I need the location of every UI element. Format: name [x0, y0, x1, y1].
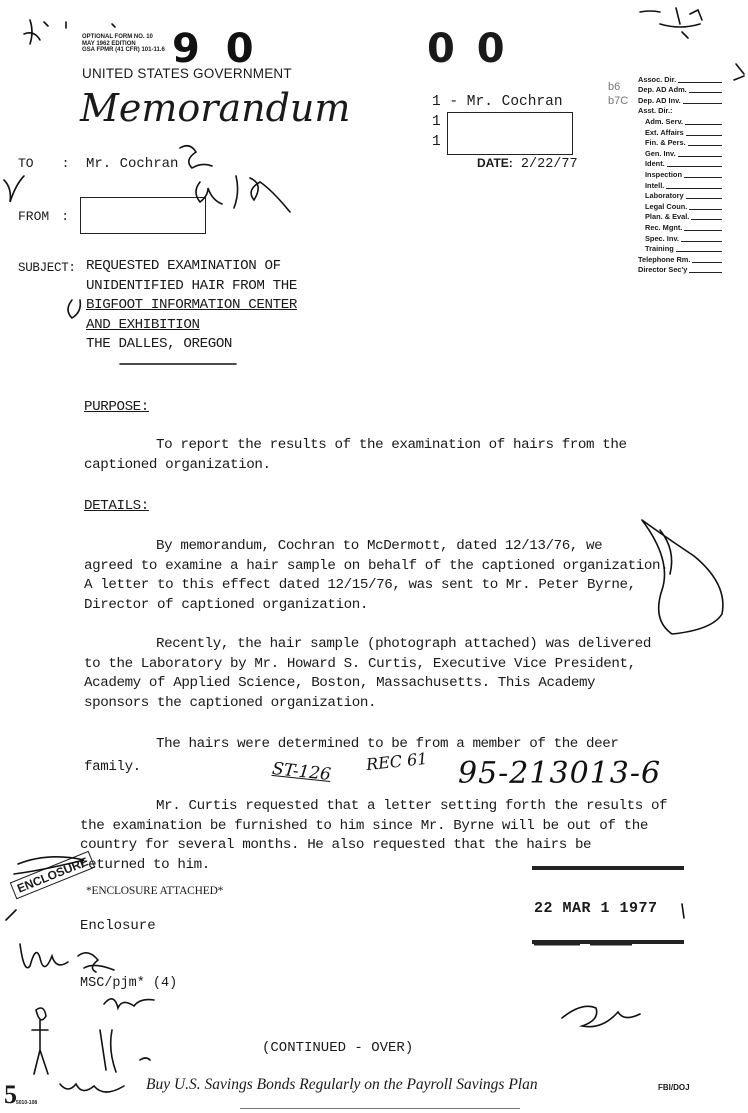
handwritten-mark-top-center: 0 0	[427, 26, 509, 72]
from-label: FROM :	[18, 209, 70, 224]
details-paragraph-1: By memorandum, Cochran to McDermott, dated 12/13/76, we agreed to examine a hair sample on behalf of the captioned organization. A letter to this effect dated 12/15/76, was sent to Mr. Peter Byrne, Director of captioned organization.	[84, 538, 669, 613]
scribble-top-left	[24, 20, 48, 44]
subject-label: SUBJECT:	[18, 261, 76, 275]
routing-item: Ident.	[638, 158, 722, 169]
enclosure-attached: *ENCLOSURE ATTACHED*	[86, 885, 224, 897]
routing-item: Inspection	[638, 168, 722, 179]
routing-item: Assoc. Dir.	[638, 73, 722, 84]
memo-date: DATE: 2/22/77	[477, 156, 578, 172]
fbi-doj-code: FBI/DOJ	[658, 1083, 690, 1092]
scribble-top-right	[640, 8, 702, 27]
routing-item: Fin. & Pers.	[638, 137, 722, 148]
distribution-item: 1	[432, 114, 441, 130]
scribble-initials	[20, 944, 114, 972]
scribble-margin-loop	[642, 520, 723, 634]
agency-name: UNITED STATES GOVERNMENT	[82, 66, 292, 81]
routing-item: Adm. Serv.	[638, 115, 722, 126]
routing-item: Rec. Mgnt.	[638, 221, 722, 232]
to-recipient: Mr. Cochran	[86, 156, 179, 172]
details-paragraph-4: Mr. Curtis requested that a letter setting forth the results of the examination be furnished to him since Mr. Byrne will be out of the country for several months. He also requested that the hairs be returned to him.	[80, 798, 668, 873]
form-number: OPTIONAL FORM NO. 10 MAY 1962 EDITION GSA FPMR (41 CFR) 101-11.6	[82, 34, 165, 53]
file-number: 95-213013-6	[458, 756, 662, 791]
routing-item: Gen. Inv.	[638, 147, 722, 158]
routing-item: Dep. AD Adm.	[638, 84, 722, 95]
stamp-st: ST-126	[271, 758, 332, 786]
details-heading: DETAILS:	[84, 498, 149, 514]
routing-item: Training	[638, 243, 722, 254]
routing-item: Director Sec'y	[638, 264, 722, 275]
routing-item: Dep. AD Inv.	[638, 94, 722, 105]
purpose-text: To report the results of the examination of hairs from the captioned organization.	[84, 437, 627, 473]
savings-bonds-slogan: Buy U.S. Savings Bonds Regularly on the Payroll Savings Plan	[146, 1076, 538, 1093]
enclosure-stamp: ENCLOSURE	[10, 851, 96, 900]
continued-note: (CONTINUED - OVER)	[262, 1040, 414, 1056]
page-mark: 5	[4, 1080, 17, 1109]
typist-initials: MSC/pjm* (4)	[80, 976, 178, 991]
routing-item: Legal Coun.	[638, 200, 722, 211]
memo-title: Memorandum	[80, 86, 351, 130]
routing-item: Asst. Dir.:	[638, 106, 673, 116]
details-paragraph-2: Recently, the hair sample (photograph attached) was delivered to the Laboratory by Mr. Howard S. Curtis, Executive Vice President, Academy of Applied Science, Boston, Massachusetts. This Academy sponsors the captioned organization.	[84, 636, 651, 711]
routing-item: Intell.	[638, 179, 722, 190]
distribution-item: 1 - Mr. Cochran	[432, 94, 563, 110]
small-form-code: 5010-108	[16, 1100, 38, 1106]
routing-item: Telephone Rm.	[638, 253, 722, 264]
scribble-figure	[32, 1008, 48, 1074]
scribble-circle	[68, 300, 80, 318]
scribble-signature	[180, 146, 290, 212]
subject-lines: REQUESTED EXAMINATION OF UNIDENTIFIED HAIR FROM THE BIGFOOT INFORMATION CENTER AND EXHIBITION THE DALLES, OREGON	[86, 258, 297, 352]
purpose-heading: PURPOSE:	[84, 399, 149, 415]
stamp-rec: REC 61	[365, 748, 429, 775]
scribble-bottom-right	[562, 1006, 640, 1026]
handwritten-mark-top-left: 9 0	[172, 26, 260, 72]
routing-item: Laboratory	[638, 190, 722, 201]
distribution-item: 1	[432, 134, 441, 150]
routing-item: Spec. Inv.	[638, 232, 722, 243]
routing-item: Ext. Affairs	[638, 126, 722, 137]
check-mark	[4, 176, 24, 202]
date-received-stamp: 22 MAR 1 1977	[534, 900, 658, 917]
details-paragraph-3: The hairs were determined to be from a member of the deer family.	[84, 736, 619, 775]
to-label: TO :	[18, 156, 70, 171]
exemption-codes: b6 b7C	[608, 81, 629, 107]
routing-item: Plan. & Eval.	[638, 211, 722, 222]
enclosure-line: Enclosure	[80, 918, 156, 934]
